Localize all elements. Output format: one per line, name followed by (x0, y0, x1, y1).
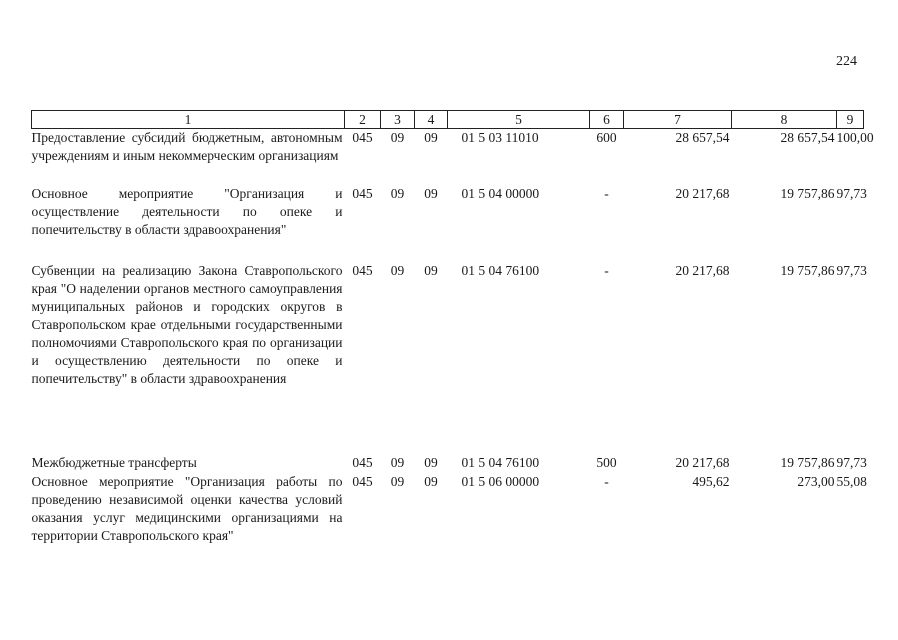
row-execution-percent: 55,08 (836, 473, 867, 489)
row-executed-amount: 28 657,54 (780, 130, 835, 145)
row-name: Основное мероприятие "Организация и осуществление деятельности по опеке и попечительству в области здравоохранения" (31, 185, 343, 237)
row-execution-percent: 97,73 (836, 262, 867, 278)
row-name: Основное мероприятие "Организация работы по проведению независимой оценки качества условий оказания услуг медицинскими организациями на территории Ставропольского края" (31, 473, 343, 543)
row-subsection: 09 (424, 130, 438, 145)
row-section: 09 (390, 185, 405, 201)
row-target-article: 01 5 04 76100 (461, 262, 540, 278)
column-header-6: 6 (590, 111, 624, 129)
row-ministry-code: 045 (352, 454, 373, 470)
column-header-1: 1 (32, 111, 345, 129)
column-header-2: 2 (345, 111, 381, 129)
row-target-article: 01 5 04 00000 (461, 185, 540, 201)
row-target-article: 01 5 04 76100 (461, 454, 540, 470)
budget-execution-table (31, 110, 874, 563)
row-expense-type: - (604, 473, 609, 489)
table-row (32, 185, 864, 262)
row-ministry-code: 045 (352, 473, 373, 489)
row-executed-amount: 273,00 (797, 473, 835, 489)
row-planned-amount: 20 217,68 (675, 185, 730, 201)
row-subsection: 09 (424, 262, 438, 278)
row-name: Межбюджетные трансферты (31, 454, 197, 470)
row-expense-type: - (604, 262, 609, 278)
row-subsection: 09 (424, 473, 438, 489)
row-ministry-code: 045 (352, 185, 373, 201)
row-execution-percent: 97,73 (836, 454, 867, 470)
row-section: 09 (390, 454, 405, 470)
row-section: 09 (390, 130, 405, 145)
column-header-7: 7 (624, 111, 732, 129)
row-planned-amount: 20 217,68 (675, 262, 730, 278)
table-header-row (32, 111, 864, 129)
table-row (32, 129, 864, 185)
row-ministry-code: 045 (352, 130, 373, 145)
row-target-article: 01 5 06 00000 (461, 473, 540, 489)
table-row (32, 454, 864, 473)
column-header-4: 4 (415, 111, 448, 129)
row-planned-amount: 20 217,68 (675, 454, 730, 470)
column-header-8: 8 (732, 111, 837, 129)
table-row (32, 262, 864, 454)
row-name: Предоставление субсидий бюджетным, автономным учреждениям и иным некоммерческим организациям (31, 130, 343, 163)
row-executed-amount: 19 757,86 (780, 262, 835, 278)
row-expense-type: - (604, 185, 609, 201)
row-ministry-code: 045 (352, 262, 373, 278)
row-subsection: 09 (424, 454, 438, 470)
row-expense-type: 600 (596, 130, 617, 145)
column-header-9: 9 (837, 111, 864, 129)
row-expense-type: 500 (596, 454, 617, 470)
row-executed-amount: 19 757,86 (780, 454, 835, 470)
row-subsection: 09 (424, 185, 438, 201)
row-execution-percent: 100,00 (836, 130, 874, 145)
row-section: 09 (390, 262, 405, 278)
row-section: 09 (390, 473, 405, 489)
table-row (32, 473, 864, 563)
row-name: Субвенции на реализацию Закона Ставропольского края "О наделении органов местного самоуправления муниципальных районов и городских округов в Ставропольском крае отдельными государственными полномочиями Ставропольского края по организации и осуществлению деятельности по опеке и попечительству" в области здравоохранения (31, 262, 343, 386)
row-planned-amount: 495,62 (692, 473, 730, 489)
row-execution-percent: 97,73 (836, 185, 867, 201)
row-planned-amount: 28 657,54 (675, 130, 730, 145)
column-header-5: 5 (448, 111, 590, 129)
page-number: 224 (836, 54, 857, 69)
column-header-3: 3 (381, 111, 415, 129)
row-executed-amount: 19 757,86 (780, 185, 835, 201)
row-target-article: 01 5 03 11010 (461, 130, 539, 145)
